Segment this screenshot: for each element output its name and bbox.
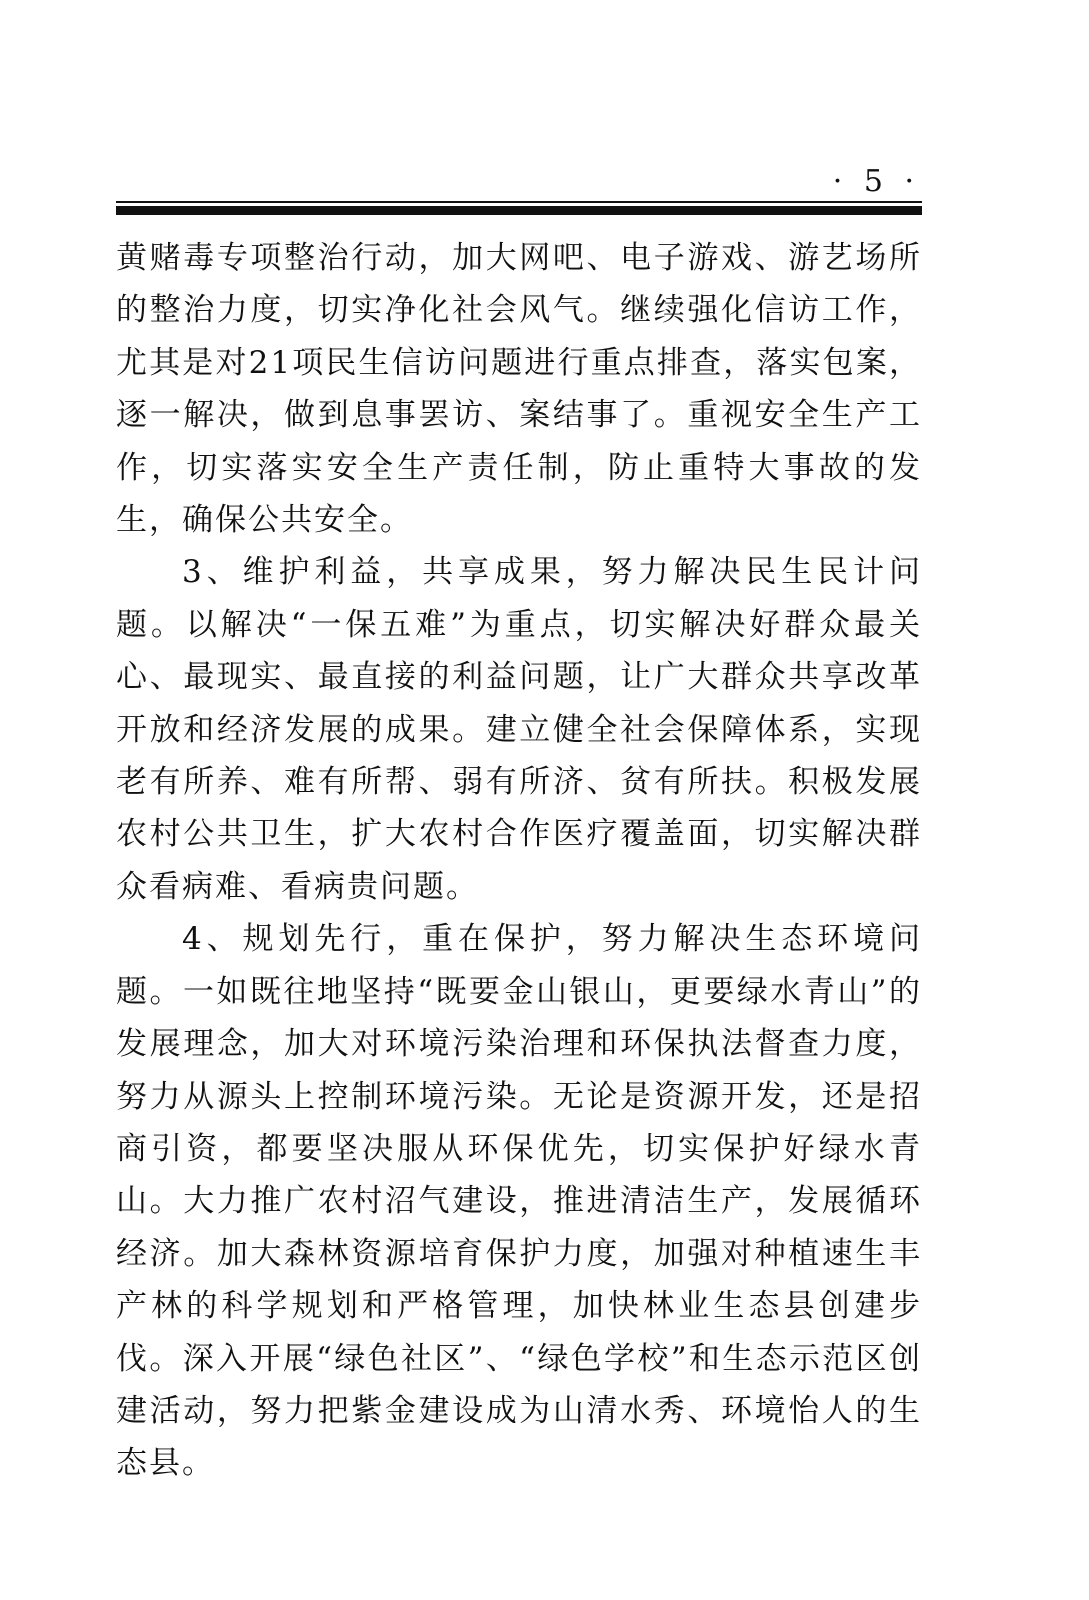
paragraph-item-3: 3、维护利益，共享成果，努力解决民生民计问题。以解决“一保五难”为重点，切实解决好群众最关心、最现实、最直接的利益问题，让广大群众共享改革开放和经济发展的成果。建立健全社会保障体系，实现老有所养、难有所帮、弱有所济、贫有所扶。积极发展农村公共卫生，扩大农村合作医疗覆盖面，切实解决群众看病难、看病贵问题。 bbox=[116, 554, 922, 905]
body-text bbox=[116, 232, 922, 1490]
page-header bbox=[0, 0, 1089, 230]
page-number: · 5 · bbox=[832, 164, 920, 199]
paragraph-item-4: 4、规划先行，重在保护，努力解决生态环境问题。一如既往地坚持“既要金山银山，更要绿水青山”的发展理念，加大对环境污染治理和环保执法督查力度，努力从源头上控制环境污染。无论是资源开发，还是招商引资，都要坚决服从环保优先，切实保护好绿水青山。大力推广农村沼气建设，推进清洁生产，发展循环经济。加大森林资源培育保护力度，加强对种植速生丰产林的科学规划和严格管理，加快林业生态县创建步伐。深入开展“绿色社区”、“绿色学校”和生态示范区创建活动，努力把紫金建设成为山清水秀、环境怡人的生态县。 bbox=[116, 921, 922, 1482]
header-rule-thin bbox=[116, 201, 922, 203]
paragraph-continued: 黄赌毒专项整治行动，加大网吧、电子游戏、游艺场所的整治力度，切实净化社会风气。继续强化信访工作，尤其是对21项民生信访问题进行重点排查，落实包案，逐一解决，做到息事罢访、案结事了。重视安全生产工作，切实落实安全生产责任制，防止重特大事故的发生，确保公共安全。 bbox=[116, 240, 922, 539]
header-rule-thick bbox=[116, 206, 922, 215]
